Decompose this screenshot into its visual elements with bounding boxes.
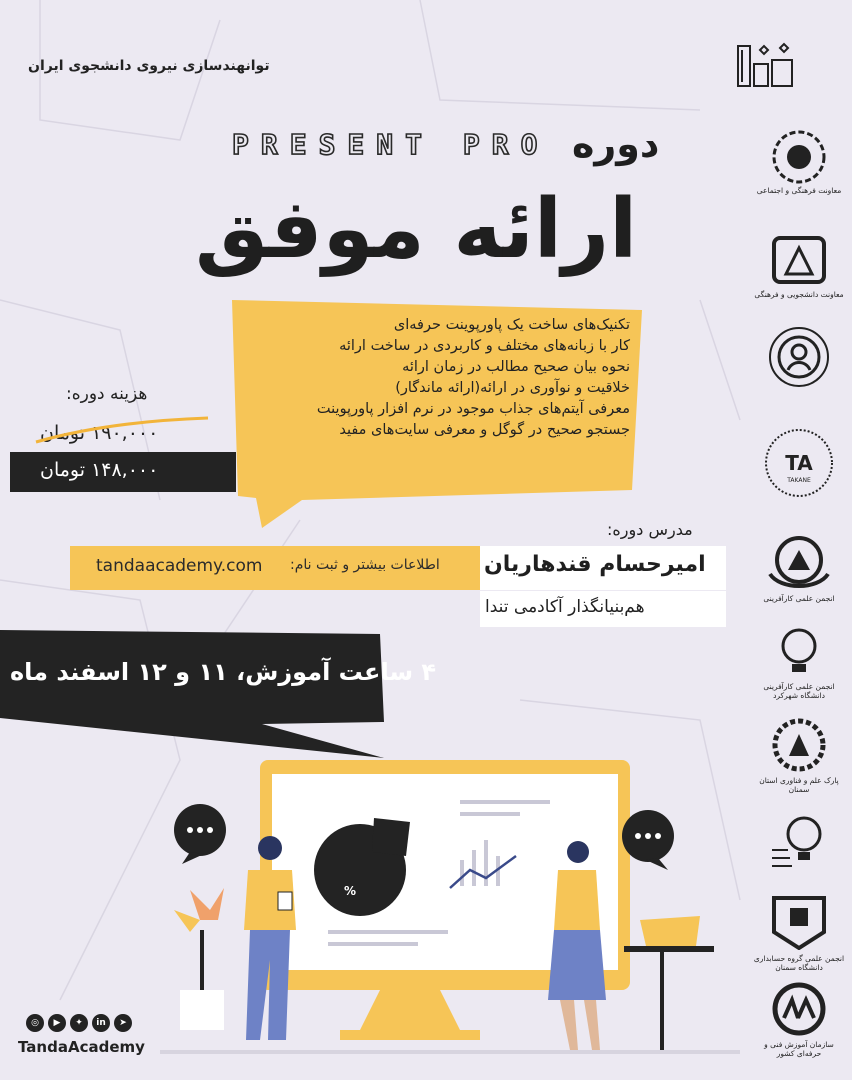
teacher-label: مدرس دوره:	[607, 520, 693, 539]
topic-item: معرفی آیتم‌های جذاب موجود در نرم افزار پاورپوینت	[316, 401, 630, 417]
registration-label: اطلاعات بیشتر و ثبت نام:	[290, 557, 440, 573]
topic-item: تکنیک‌های ساخت یک پاورپوینت حرفه‌ای	[393, 317, 630, 333]
partner-logos	[752, 130, 846, 1070]
topics-list	[260, 315, 630, 441]
instagram-icon[interactable]: ◎	[26, 1014, 44, 1032]
linkedin-icon[interactable]: in	[92, 1014, 110, 1032]
organizer-tagline: توانهندسازی نیروی دانشجوی ایران	[28, 58, 270, 74]
strike-line	[32, 416, 212, 446]
entrepreneurship-center-icon	[768, 326, 830, 388]
science-park-icon	[770, 718, 828, 772]
registration-url[interactable]: tandaacademy.com	[96, 556, 263, 576]
idea-bulb-icon	[768, 810, 830, 872]
technical-vocational-icon	[768, 982, 830, 1036]
english-course-title: PRESENT PRO	[232, 128, 550, 161]
schedule-text: ۴ ساعت آموزش، ۱۱ و ۱۲ اسفند ماه	[10, 658, 437, 686]
old-price: ۱۹۰,۰۰۰ تومان	[40, 422, 159, 444]
partner-caption: سازمان آموزش فنی و حرفه‌ای کشور	[764, 1040, 834, 1058]
semnan-university-icon	[770, 234, 828, 286]
university-emblem-icon	[772, 130, 826, 184]
teacher-role: هم‌بنیانگذار آکادمی تندا	[485, 597, 645, 617]
social-handle[interactable]: TandaAcademy	[18, 1038, 145, 1056]
new-price: ۱۴۸,۰۰۰ تومان	[40, 459, 159, 481]
svg-text:TA: TA	[785, 451, 813, 475]
partner-caption: انجمن علمی کارآفرینی دانشگاه شهرکرد	[763, 682, 835, 700]
svg-text:TAKANE: TAKANE	[787, 477, 811, 484]
topic-item: نحوه بیان صحیح مطالب در زمان ارائه	[402, 359, 630, 375]
partner-caption: معاونت دانشجویی و فرهنگی	[754, 290, 844, 299]
chart-percent-badge: %	[344, 884, 357, 898]
social-icons	[26, 1014, 132, 1032]
takane-icon	[764, 428, 834, 498]
telegram-icon[interactable]: ➤	[114, 1014, 132, 1032]
partner-caption: انجمن علمی کارآفرینی	[763, 594, 835, 603]
topic-item: جستجو صحیح در گوگل و معرفی سایت‌های مفید	[339, 422, 630, 438]
tanda-logo-icon	[736, 38, 796, 90]
course-title: ارائه موفق	[195, 182, 638, 277]
accounting-society-icon	[770, 894, 828, 950]
topic-item: کار با زبانه‌های مختلف و کاربردی در ساخت ارائه	[339, 338, 630, 354]
course-prefix: دوره	[572, 122, 660, 166]
partner-caption: انجمن علمی گروه حسابداری دانشگاه سمنان	[753, 954, 845, 972]
schedule-banner	[0, 630, 384, 758]
teacher-name: امیرحسام قندهاریان	[484, 552, 706, 577]
lightbulb-gear-icon	[776, 626, 822, 676]
cost-label: هزینه دوره:	[66, 384, 148, 404]
entrepreneurship-society-icon	[766, 534, 832, 592]
youtube-icon[interactable]: ▶	[48, 1014, 66, 1032]
partner-caption: پارک علم و فناوری استان سمنان	[759, 776, 839, 794]
partner-caption: معاونت فرهنگی و اجتماعی	[756, 186, 842, 195]
presentation-illustration	[160, 760, 740, 1070]
topic-item: خلاقیت و نوآوری در ارائه(ارائه ماندگار)	[395, 380, 630, 396]
twitter-icon[interactable]: ✦	[70, 1014, 88, 1032]
